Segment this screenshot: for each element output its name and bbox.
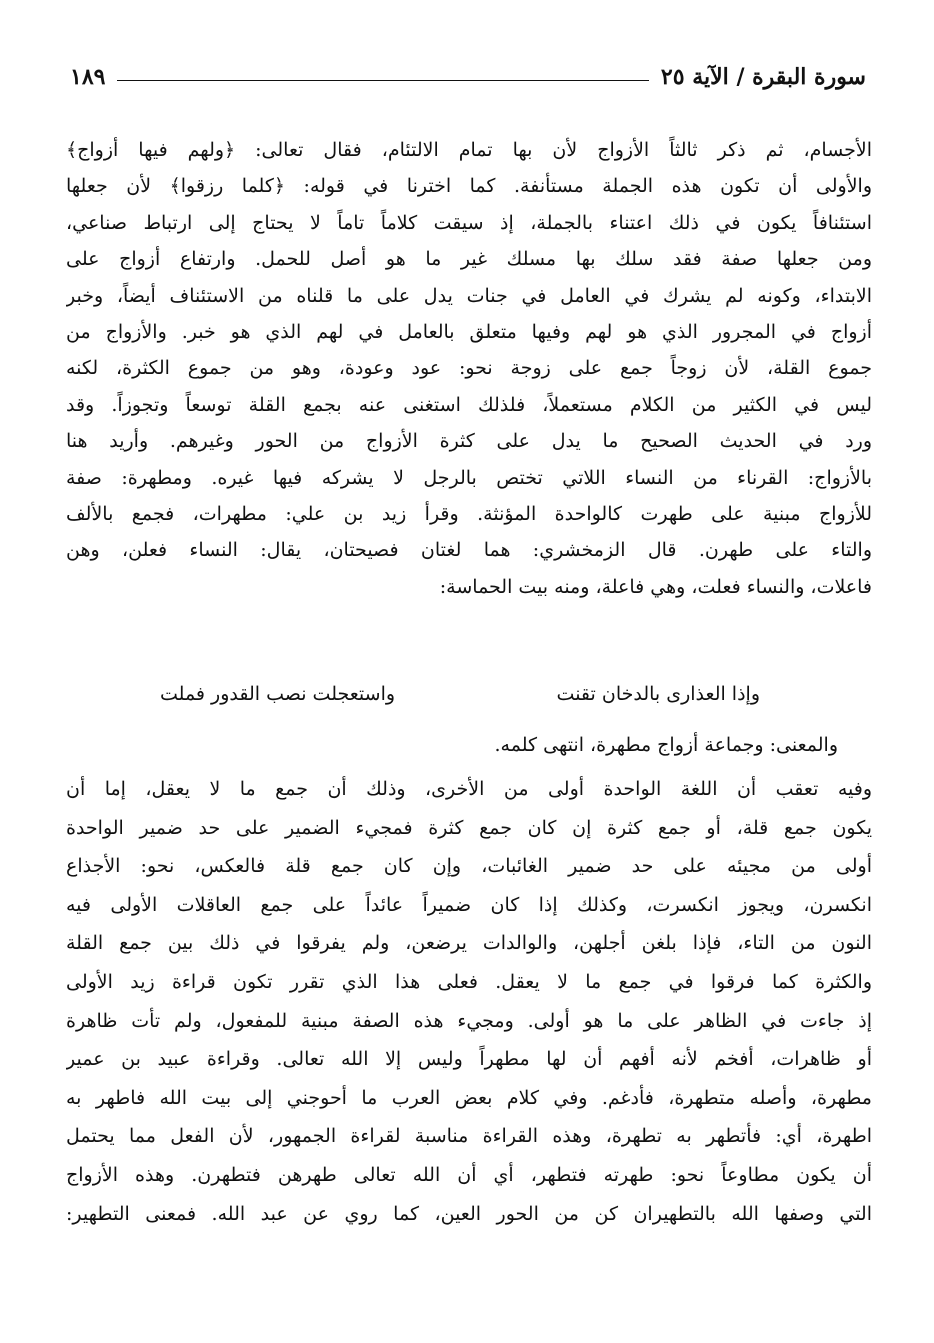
text-line: ليس في الكثير من الكلام مستعملاً، فلذلك استغنى عنه بجمع القلة توسعاً وتجوزاً. وقد [66,393,872,416]
text-line: يكون جمع قلة، أو جمع كثرة إن كان جمع كثرة فمجيء الضمير على حد ضمير الواحدة [66,816,872,839]
verse-gloss: والمعنى: وجماعة أزواج مطهرة، انتهى كلمه. [494,734,838,756]
text-line: والكثرة كما فرقوا في جمع ما لا يعقل. فعلى هذا الذي تقرر تكون قراءة زيد الأولى [66,970,872,993]
text-line: انكسرن، ويجوز انكسرت، وكذلك إذا كان ضميراً عائداً على جمع العاقلات الأولى فيه [66,893,872,916]
text-line: والتاء على طهرن. قال الزمخشري: هما لغتان فصيحتان، يقال: النساء فعلن، وهن [66,539,872,562]
text-line: اطهرة، أي: فأتطهر به تطهرة، وهذه القراءة مناسبة لقراءة الجمهور، لأن الفعل مما يحتمل [66,1125,872,1148]
text-line: جموع القلة، لأن زوجاً جمع على زوجة نحو: عود وعودة، وهو من جموع الكثرة، لكنه [66,357,872,380]
verse-first-hemistich: وإذا العذارى بالدخان تقنت [556,683,760,705]
text-line: إذ جاءت في الظاهر على ما هو أولى. ومجيء هذه الصفة مبنية للمفعول، ولم تأت ظاهرة [66,1009,872,1032]
text-line: ومن جعلها صفة فقد سلك بها مسلك غير ما هو أصل للحمل. وارتفاع أزواج على [66,248,872,271]
paragraph-2 [66,770,872,1233]
text-line: أن يكون مطاوعاً نحو: طهرته فتطهر، أي أن الله تعالى طهرهن فتطهرن. وهذه الأزواج [66,1163,872,1186]
text-line: مطهرة، وأصله متطهرة، فأدغم. وفي كلام بعض العرب ما أحوجني إلى بيت الله فاطهر به [66,1086,872,1109]
running-header [70,60,866,94]
text-line: أزواج في المجرور الذي هو لهم وفيها متعلق بالعامل في لهم الذي هو خبر. والأزواج من [66,320,872,343]
header-rule [117,80,648,81]
text-line: استئنافاً يكون في ذلك اعتناء بالجملة، إذ سيقت كلاماً تاماً لا يحتاج إلى ارتباط صناعي، [66,211,872,234]
text-line: أو ظاهرات، أفخم لأنه أفهم أن لها مطهراً وليس إلا الله تعالى. وقراءة عبيد بن عمير [66,1048,872,1071]
text-line: الابتداء، وكونه لم يشرك في العامل في جنات يدل على ما قلناه من الاستئناف أيضاً، وخبر [66,284,872,307]
text-line: وفيه تعقب أن اللغة الواحدة أولى من الأخرى، وذلك أن جمع ما لا يعقل، إما أن [66,778,872,800]
page-number: ١٨٩ [70,64,106,90]
text-line: بالأزواج: القرناء من النساء اللاتي تختص بالرجل لا يشركه فيها غيره. ومطهرة: صفة [66,466,872,489]
text-line: ورد في الحديث الصحيح ما يدل على كثرة الأزواج من الحور وغيرهم. وأريد هنا [66,430,872,453]
text-line: فاعلات، والنساء فعلت، وهي فاعلة، ومنه بيت الحماسة: [439,575,872,598]
text-line: الأجسام، ثم ذكر ثالثاً الأزواج لأن بها تمام الالتئام، فقال تعالى: ﴿ولهم فيها أزواج﴾ [66,139,872,161]
text-line: للأزواج مبنية على طهرت كالواحدة المؤنثة. وقرأ زيد بن علي: مطهرات، فجمع بالألف [66,502,872,525]
paragraph-1 [66,132,872,605]
verse-second-hemistich: واستعجلت نصب القدور فملت [160,683,396,705]
text-line: أولى من مجيئه على حد ضمير الغائبات، وإن كان جمع قلة فالعكس، نحو: الأجذاع [66,855,872,878]
poetry-verse [160,672,760,716]
text-line: التي وصفها الله بالتطهيران كن من الحور العين، كما روي عن عبد الله. فمعنى التطهير: [66,1202,872,1225]
text-line: النون من التاء، فإذا بلغن أجلهن، والوالدات يرضعن، ولم يفرقوا في ذلك بين جمع القلة [66,932,872,955]
header-title: سورة البقرة / الآية ٢٥ [660,64,866,90]
text-line: والأولى أن تكون هذه الجملة مستأنفة. كما اخترنا في قوله: ﴿كلما رزقوا﴾ لأن جعلها [66,175,872,198]
